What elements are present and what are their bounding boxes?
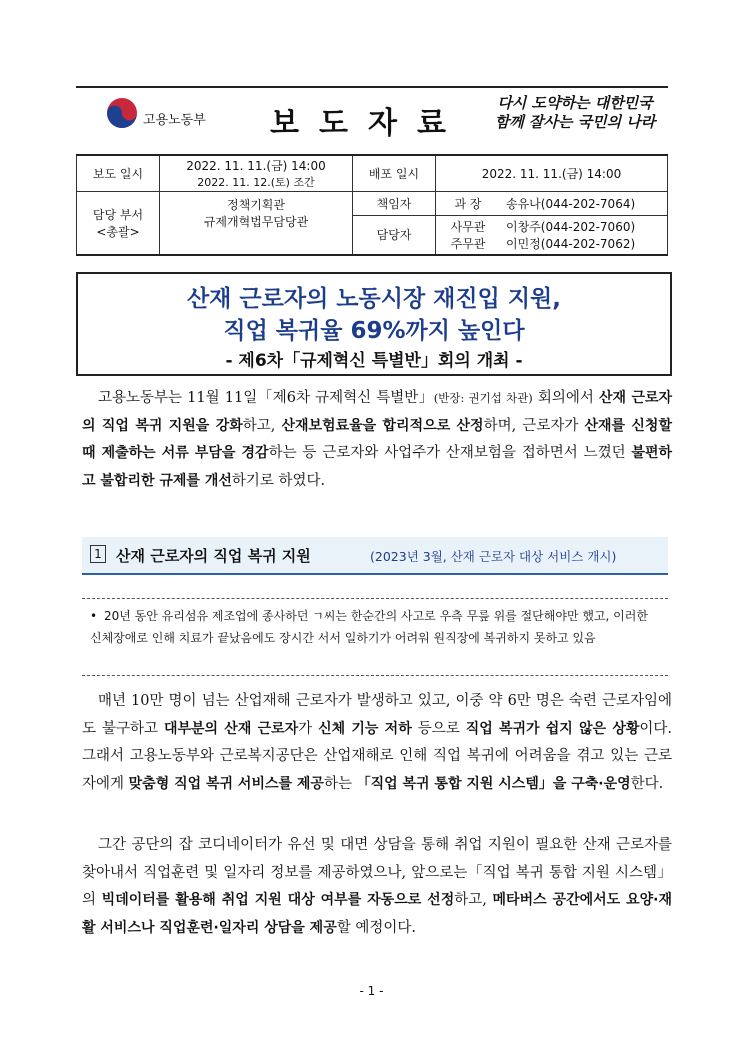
para1-bold: 불편하고 불합리한 규제를 개선	[82, 445, 672, 489]
para1-bold: 산재를 신청할 때 제출하는 서류 부담을 경감	[82, 417, 672, 461]
dist-value: 2022. 11. 11.(금) 14:00	[436, 155, 668, 191]
headline-line1: 산재 근로자의 노동시장 재진입 지원,	[186, 286, 562, 312]
dept-label-cell	[77, 191, 160, 255]
para3-text: 그간 공단의 잡 코디네이터가 유선 및 대면 상담을 통해 취업 지원이 필요한 산재 근로자를 찾아내서 직업훈련 및 일자리 정보를 제공하였으나, 앞으로는「직업 복귀 통합 지원 시스템」의	[82, 837, 672, 908]
paragraph-2	[82, 688, 672, 798]
para2-bold: 대부분의 산재 근로자	[163, 720, 299, 737]
taegeuk-icon	[105, 96, 139, 130]
para2-bold: 맞춤형 직업 복귀 서비스를 제공	[128, 775, 324, 792]
paragraph-1	[82, 385, 672, 495]
para3-bold: 빅데이터를 활용해 취업 지원 대상 여부를 자동으로 선정	[101, 892, 455, 908]
example-box	[82, 598, 668, 676]
dept-sub: <총괄>	[96, 224, 140, 239]
dept-name-cell	[160, 191, 353, 255]
ministry-logo	[105, 96, 245, 140]
dist-label: 배포 일시	[353, 155, 436, 191]
dept-label: 담당 부서	[92, 207, 144, 222]
para1-bold: 산재보험료율을 합리적으로 산정	[281, 417, 484, 434]
headline-box	[76, 272, 672, 376]
contact-persons	[500, 215, 668, 255]
paragraph-3	[82, 832, 672, 942]
resp-label: 책임자	[353, 191, 436, 215]
release-value-1: 2022. 11. 11.(금) 14:00	[186, 158, 326, 173]
para2-text: 매년 10만 명이 넘는 산업재해 근로자가 발생하고 있고, 이중 약 6만 명은 숙련 근로자임에도 불구하고	[82, 693, 672, 737]
slogan	[490, 94, 660, 132]
headline-line2: 직업 복귀율 69%까지 높인다	[223, 318, 525, 344]
para1-text: 회의에서	[532, 390, 600, 406]
contact1-person: 이창주(044-202-7060)	[506, 219, 636, 234]
slogan-line2: 함께 잘사는 국민의 나라	[494, 113, 656, 131]
contact2-person: 이민정(044-202-7062)	[506, 236, 636, 251]
para1-small: (반장: 권기섭 차관)	[433, 391, 533, 405]
section-title: 산재 근로자의 직업 복귀 지원	[116, 547, 311, 565]
ministry-name: 고용노동부	[143, 113, 206, 128]
para1-text: 하는 등 근로자와 사업주가 산재보험을 접하면서 느꼈던	[268, 445, 632, 461]
slogan-line1: 다시 도약하는 대한민국	[497, 94, 653, 112]
dept-name-1: 정책기획관	[227, 197, 285, 212]
para2-text: 하는	[323, 775, 357, 792]
dept-name-2: 규제개혁법무담당관	[203, 214, 309, 229]
bullet: •	[90, 609, 98, 623]
para2-text: 등으로	[411, 720, 466, 737]
section-number: 1	[90, 545, 106, 563]
para2-text: 이다. 그래서 고용노동부와 근로복지공단은 산업재해로 인해 직업 복귀에 어려움을 겪고 있는 근로자에게	[82, 720, 672, 792]
release-label: 보도 일시	[77, 155, 160, 191]
para2-text: 한다.	[630, 775, 664, 792]
page-title: 보도자료	[270, 106, 466, 141]
para2-bold: 신체 기능 저하	[318, 720, 412, 737]
release-value-2: 2022. 11. 12.(토) 조간	[197, 175, 315, 189]
contact1-title: 사무관	[450, 219, 486, 234]
resp-person: 송유나(044-202-7064)	[500, 191, 668, 215]
contact-label: 담당자	[353, 215, 436, 255]
para2-bold: 직업 복귀가 쉽지 않은 상황	[465, 720, 640, 737]
section-heading	[82, 537, 668, 575]
section-note: (2023년 3월, 산재 근로자 대상 서비스 개시)	[370, 549, 617, 564]
para2-text: 가	[298, 720, 319, 737]
press-info-table	[76, 154, 668, 256]
para1-text: 하며, 근로자가	[483, 417, 585, 434]
para1-text: 하고,	[242, 417, 282, 434]
example-text	[90, 605, 660, 649]
para2-bold: 「직업 복귀 통합 지원 시스템」을 구축·운영	[356, 775, 631, 792]
para3-text: 할 예정이다.	[336, 919, 416, 936]
para1-bold: 산재 근로자의 직업 복귀 지원을 강화	[82, 390, 673, 434]
release-value	[160, 155, 353, 191]
para3-bold: 메타버스 공간에서도 요양·재활 서비스나 직업훈련·일자리 상담을 제공	[82, 892, 672, 936]
para1-text: 하기로 하였다.	[231, 472, 326, 489]
contact-titles	[436, 215, 501, 255]
para1-text: 고용노동부는 11월 11일「제6차 규제혁신 특별반」	[98, 390, 434, 406]
example-body: 20년 동안 유리섬유 제조업에 종사하던 ㄱ씨는 한순간의 사고로 우측 무릎 위를 절단해야만 했고, 이러한 신체장애로 인해 치료가 끝났음에도 장시간 서서 일하기가 어려워 원직장에 복귀하지 못하고 있음	[90, 609, 648, 645]
para3-text: 하고,	[454, 892, 493, 908]
resp-title: 과 장	[436, 191, 501, 215]
page-number: - 1 -	[359, 984, 384, 998]
headline-sub: - 제6차「규제혁신 특별반」회의 개최 -	[225, 351, 523, 371]
contact2-title: 주무관	[450, 236, 486, 251]
